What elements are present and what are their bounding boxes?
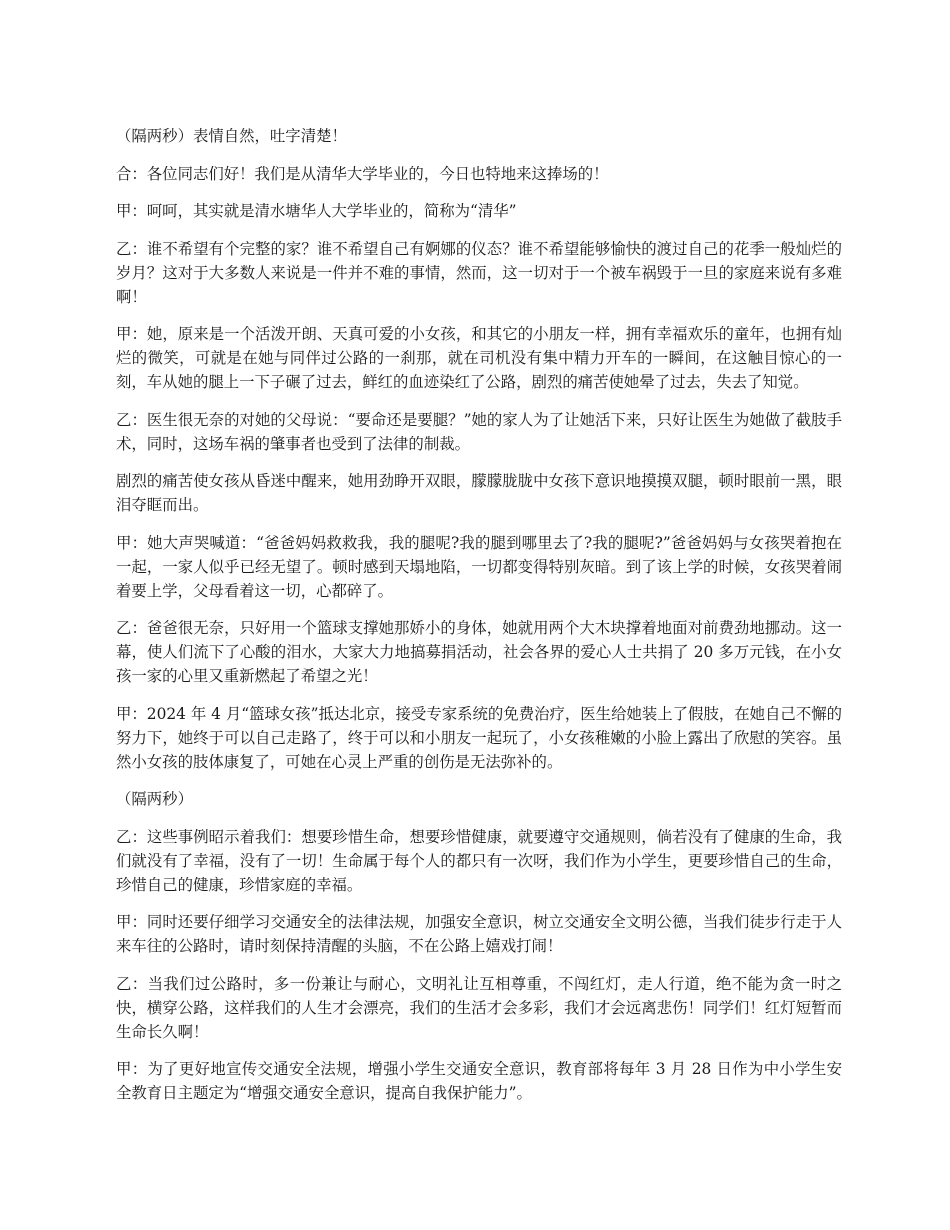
paragraph: （隔两秒）表情自然，吐字清楚！ [116,127,347,145]
document-body [116,124,842,1119]
paragraph: 甲：同时还要仔细学习交通安全的法律法规，加强安全意识，树立交通安全文明公德，当我们徒步行走于人来车往的公路时，请时刻保持清醒的头脑，不在公路上嬉戏打闹！ [116,913,842,955]
paragraph: 乙：当我们过公路时，多一份兼让与耐心，文明礼让互相尊重，不闯红灯，走人行道，绝不能为贪一时之快，横穿公路，这样我们的人生才会漂亮，我们的生活才会多彩，我们才会远离悲伤！同学们！红灯短暂而生命长久啊！ [116,974,842,1041]
paragraph: 乙：这些事例昭示着我们：想要珍惜生命，想要珍惜健康，就要遵守交通规则，倘若没有了健康的生命，我们就没有了幸福，没有了一切！生命属于每个人的都只有一次呀，我们作为小学生，更要珍惜自己的生命，珍惜自己的健康，珍惜家庭的幸福。 [116,827,842,894]
paragraph: 甲：呵呵，其实就是清水塘华人大学毕业的，简称为“清华” [116,202,517,220]
paragraph: 甲：为了更好地宣传交通安全法规，增强小学生交通安全意识，教育部将每年 3 月 28 日作为中小学生安全教育日主题定为“增强交通安全意识，提高自我保护能力”。 [116,1060,842,1102]
paragraph: 甲：她，原来是一个活泼开朗、天真可爱的小女孩，和其它的小朋友一样，拥有幸福欢乐的童年，也拥有灿烂的微笑，可就是在她与同伴过公路的一刹那，就在司机没有集中精力开车的一瞬间，在这触目惊心的一刻，车从她的腿上一下子碾了过去，鲜红的血迹染红了公路，剧烈的痛苦使她晕了过去，失去了知觉。 [116,325,842,391]
paragraph: （隔两秒） [116,790,193,808]
paragraph: 甲：她大声哭喊道：“爸爸妈妈救救我，我的腿呢?我的腿到哪里去了?我的腿呢?”爸爸妈妈与女孩哭着抱在一起，一家人似乎已经无望了。顿时感到天塌地陷，一切都变得特别灰暗。到了该上学的时候，女孩哭着闹着要上学，父母看着这一切，心都碎了。 [116,533,842,600]
paragraph: 乙：医生很无奈的对她的父母说：“要命还是要腿？”她的家人为了让她活下来，只好让医生为她做了截肢手术，同时，这场车祸的肇事者也受到了法律的制裁。 [116,410,842,453]
paragraph: 乙：爸爸很无奈，只好用一个篮球支撑她那娇小的身体，她就用两个大木块撑着地面对前费劲地挪动。这一幕，使人们流下了心酸的泪水，大家大力地搞募捐活动，社会各界的爱心人士共捐了 20 多万元钱，在小女孩一家的心里又重新燃起了希望之光！ [116,619,842,685]
paragraph: 乙：谁不希望有个完整的家？谁不希望自己有婀娜的仪态？谁不希望能够愉快的渡过自己的花季一般灿烂的岁月？这对于大多数人来说是一件并不难的事情，然而，这一切对于一个被车祸毁于一旦的家庭来说有多难啊！ [116,239,842,306]
paragraph: 合：各位同志们好！我们是从清华大学毕业的，今日也特地来这捧场的！ [116,164,609,183]
paragraph: 剧烈的痛苦使女孩从昏迷中醒来，她用劲睁开双眼，朦朦胧胧中女孩下意识地摸摸双腿，顿时眼前一黑，眼泪夺眶而出。 [116,472,842,514]
paragraph: 甲：2024 年 4 月“篮球女孩”抵达北京，接受专家系统的免费治疗，医生给她装上了假肢，在她自己不懈的努力下，她终于可以自己走路了，终于可以和小朋友一起玩了，小女孩稚嫩的小脸上露出了欣慰的笑容。虽然小女孩的肢体康复了，可她在心灵上严重的创伤是无法弥补的。 [116,704,842,771]
